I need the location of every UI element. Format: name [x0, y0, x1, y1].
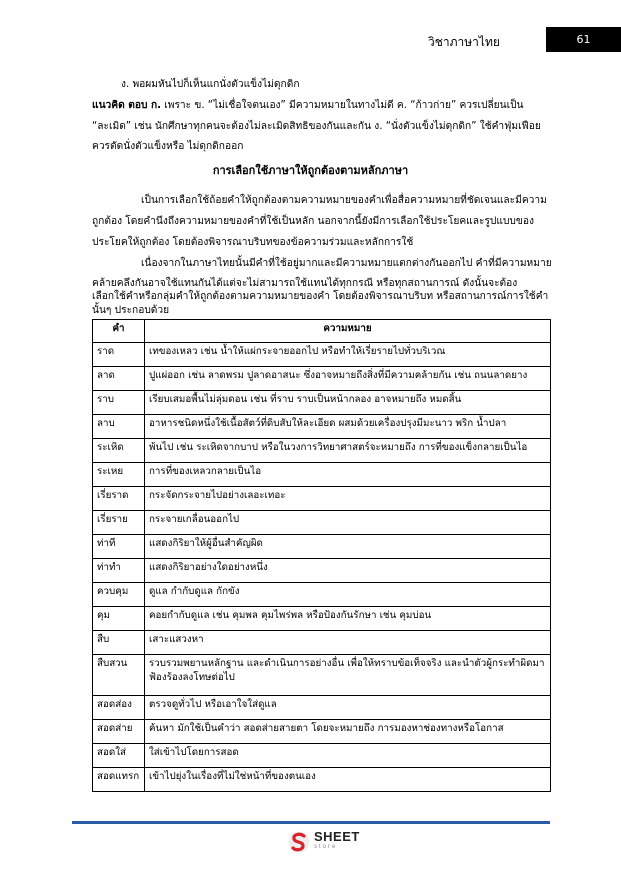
table-body: [93, 343, 551, 792]
meaning-cell: การที่ของเหลวกลายเป็นไอ: [145, 463, 551, 487]
table-row: [93, 583, 551, 607]
meaning-cell: ตรวจดูทั่วไป หรือเอาใจใส่ดูแล: [145, 696, 551, 720]
word-cell: คุม: [93, 607, 145, 631]
word-cell: สอดแทรก: [93, 768, 145, 792]
header-meaning: ความหมาย: [145, 320, 551, 343]
word-cell: ระเหย: [93, 463, 145, 487]
meaning-cell: รวบรวมพยานหลักฐาน และดำเนินการอย่างอื่น เพื่อให้ทราบข้อเท็จจริง และนำตัวผู้กระทำผิดมาฟ้องร้องลงโทษต่อไป: [145, 655, 551, 696]
para2-line-2: คล้ายคลึงกันอาจใช้แทนกันได้แต่จะไม่สามารถใช้แทนได้ทุกกรณี หรือทุกสถานการณ์ ดังนั้นจะต้อง: [92, 278, 518, 289]
guide-text-1: เพราะ ข. “ไม่เชื่อใจตนเอง” มีความหมายในทางไม่ดี ค. “ก้าวก่าย” ควรเปลี่ยนเป็น: [164, 100, 524, 111]
footer-bar: [72, 821, 550, 824]
para2-line-4: นั้นๆ ประกอบด้วย: [92, 305, 170, 316]
meaning-cell: แสดงกิริยาอย่างใดอย่างหนึ่ง: [145, 559, 551, 583]
word-cell: ท่าที: [93, 535, 145, 559]
word-cell: สืบสวน: [93, 655, 145, 696]
table-row: [93, 559, 551, 583]
meaning-cell: เสาะแสวงหา: [145, 631, 551, 655]
table-row: [93, 655, 551, 696]
guide-line-2: “ละเมิด” เช่น นักศึกษาทุกคนจะต้องไม่ละเมิดสิทธิของกันและกัน ง. “นั่งตัวแข็งไม่ดุกดิก” ใช้คำฟุ่มเฟือย: [92, 121, 541, 132]
word-cell: ลาด: [93, 367, 145, 391]
table-row: [93, 535, 551, 559]
word-cell: ราด: [93, 343, 145, 367]
word-cell: ท่าทำ: [93, 559, 145, 583]
para1-line-2: ถูกต้อง โดยคำนึงถึงความหมายของคำที่ใช้เป็นหลัก นอกจากนี้ยังมีการเลือกใช้ประโยคและรูปแบบของ: [92, 216, 534, 227]
logo-text: SHEET: [314, 829, 360, 844]
table-row: [93, 343, 551, 367]
para1-line-1: เป็นการเลือกใช้ถ้อยคำให้ถูกต้องตามความหมายของคำเพื่อสื่อความหมายที่ชัดเจนและมีความ: [141, 195, 547, 206]
meaning-cell: ปูแผ่ออก เช่น ลาดพรม ปูลาดอาสนะ ซึ่งอาจหมายถึงสิ่งที่มีความคล้ายกัน เช่น ถนนลาดยาง: [145, 367, 551, 391]
word-cell: ควบคุม: [93, 583, 145, 607]
word-cell: สอดส่าย: [93, 720, 145, 744]
word-cell: สอดส่อง: [93, 696, 145, 720]
guide-line-3: ควรตัดนั่งตัวแข็งหรือ ไม่ดุกดิกออก: [92, 141, 244, 152]
table-row: [93, 744, 551, 768]
meaning-cell: อาหารชนิดหนึ่งใช้เนื้อสัตว์ที่ดิบสับให้ละเอียด ผสมด้วยเครื่องปรุงมีมะนาว พริก น้ำปลา: [145, 415, 551, 439]
meaning-cell: กระจัดกระจายไปอย่างเลอะเทอะ: [145, 487, 551, 511]
table-header-row: [93, 320, 551, 343]
meaning-cell: เข้าไปยุ่งในเรื่องที่ไม่ใช่หน้าที่ของตนเอง: [145, 768, 551, 792]
word-cell: เรี่ยราย: [93, 511, 145, 535]
table-row: [93, 768, 551, 792]
table-row: [93, 696, 551, 720]
meaning-cell: ใส่เข้าไปโดยการสอด: [145, 744, 551, 768]
word-cell: ราบ: [93, 391, 145, 415]
table-row: [93, 607, 551, 631]
option-line: ง. พอผมหันไปก็เห็นแกนั่งตัวแข็งไม่ดุกดิก: [121, 79, 300, 90]
word-cell: เรี่ยราด: [93, 487, 145, 511]
table-row: [93, 631, 551, 655]
table-row: [93, 511, 551, 535]
word-cell: สืบ: [93, 631, 145, 655]
table-row: [93, 463, 551, 487]
table-row: [93, 367, 551, 391]
vocabulary-table: [92, 319, 551, 792]
table-row: [93, 439, 551, 463]
guide-label: แนวคิด ตอบ ก.: [92, 100, 162, 111]
header-word: คำ: [93, 320, 145, 343]
meaning-cell: ค้นหา มักใช้เป็นคำว่า สอดส่ายสายตา โดยจะหมายถึง การมองหาช่องทางหรือโอกาส: [145, 720, 551, 744]
table-row: [93, 415, 551, 439]
meaning-cell: แสดงกิริยาให้ผู้อื่นสำคัญผิด: [145, 535, 551, 559]
logo-subtext: store: [314, 844, 338, 850]
header-subject: วิชาภาษาไทย: [428, 35, 500, 49]
table-row: [93, 720, 551, 744]
table-row: [93, 391, 551, 415]
guide-line-1: [92, 99, 524, 113]
para1-line-3: ประโยคให้ถูกต้อง โดยต้องพิจารณาบริบทของข้อความร่วมและหลักการใช้: [92, 237, 414, 248]
footer-logo: [288, 830, 360, 854]
word-cell: ระเหิด: [93, 439, 145, 463]
sheet-logo-icon: [288, 830, 310, 854]
meaning-cell: พ้นไป เช่น ระเหิดจากบาป หรือในวงการวิทยาศาสตร์จะหมายถึง การที่ของแข็งกลายเป็นไอ: [145, 439, 551, 463]
meaning-cell: คอยกำกับดูแล เช่น คุมพล คุมไพร่พล หรือป้องกันรักษา เช่น คุมบ่อน: [145, 607, 551, 631]
meaning-cell: เทของเหลว เช่น น้ำให้แผ่กระจายออกไป หรือทำให้เรี่ยรายไปทั่วบริเวณ: [145, 343, 551, 367]
table-row: [93, 487, 551, 511]
para2-line-3: เลือกใช้คำหรือกลุ่มคำให้ถูกต้องตามความหมายของคำ โดยต้องพิจารณาบริบท หรือสถานการณ์การใช้คำ: [92, 291, 549, 302]
section-title: การเลือกใช้ภาษาให้ถูกต้องตามหลักภาษา: [212, 164, 409, 177]
meaning-cell: เรียบเสมอพื้นไม่ลุ่มดอน เช่น ที่ราบ ราบเป็นหน้ากลอง อาจหมายถึง หมดสิ้น: [145, 391, 551, 415]
page-number-badge: 61: [546, 27, 621, 52]
meaning-cell: กระจายเกลื่อนออกไป: [145, 511, 551, 535]
word-cell: สอดใส่: [93, 744, 145, 768]
meaning-cell: ดูแล กำกับดูแล กักขัง: [145, 583, 551, 607]
para2-line-1: เนื่องจากในภาษาไทยนั้นมีคำที่ใช้อยู่มากและมีความหมายแตกต่างกันออกไป คำที่มีความหมาย: [141, 258, 552, 269]
word-cell: ลาบ: [93, 415, 145, 439]
